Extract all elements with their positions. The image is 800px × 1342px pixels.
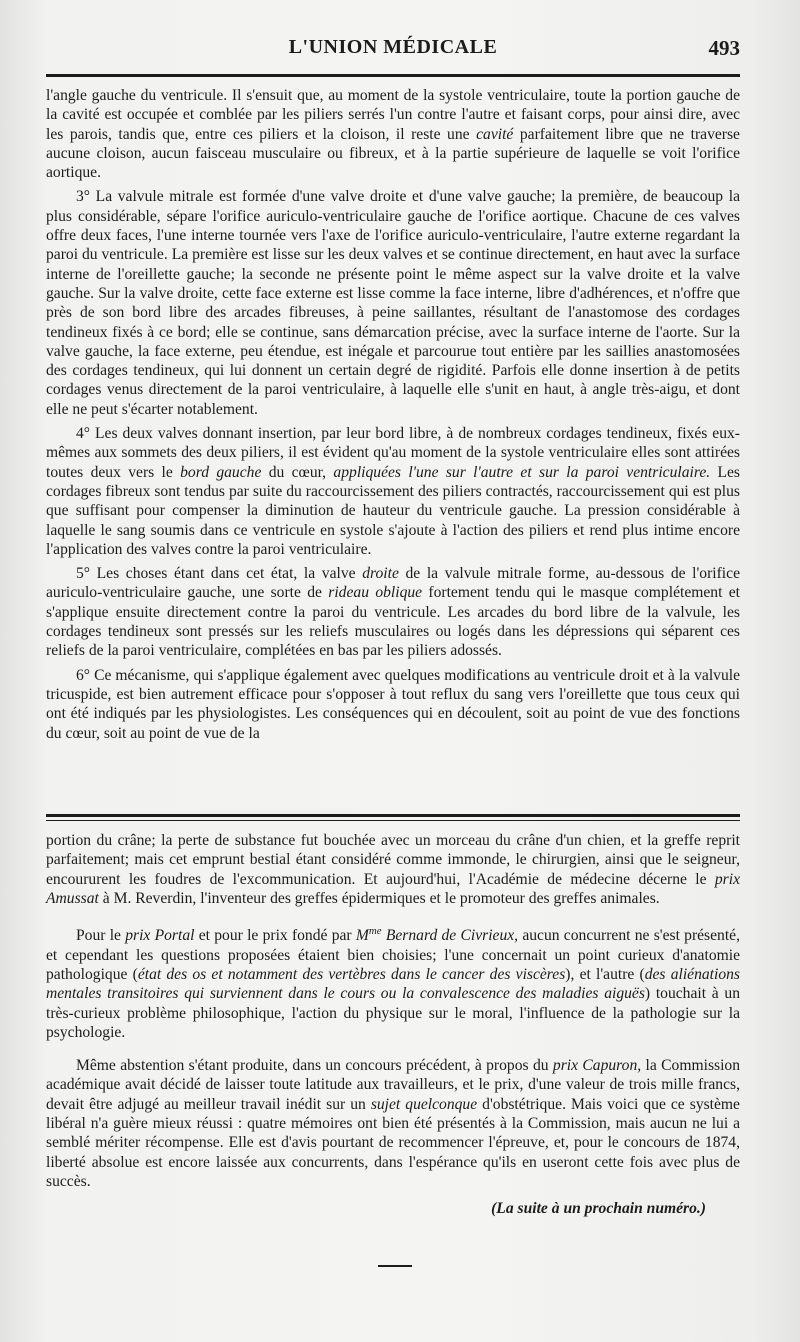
text-run: ) touchait à un très-curieux problème philosophique, l'action du physique sur le moral, l'influence de la pathologie sur la psychologie. <box>46 985 740 1041</box>
text-run: portion du crâne; la perte de substance fut bouchée avec un morceau du crâne d'un chien, et la greffe reprit parfaitement; mais cet emprunt bestial étant considéré comme immonde, le chirurgien, ainsi que le seigneur, encoururent les foudres de l'excommunication. Et aujourd'hui, l'Académie de médecine décerne le <box>46 832 740 888</box>
text-run: l'angle gauche du ventricule. Il s'ensuit que, au moment de la systole ventriculaire, toute la portion gauche de la cavité est occupée et comblée par les piliers serrés l'un contre l'autre et faisant corps, pour ainsi dire, avec les parois, tandis que, entre ces piliers et la cloison, il reste une <box>46 87 740 143</box>
text-run: la Commission académique avait décidé de laisser toute latitude aux travailleurs, et le prix, d'une valeur de trois mille francs, devait être adjugé au meilleur travail inédit sur un <box>46 1057 741 1113</box>
main-article-text <box>46 86 740 743</box>
text-run: 3° La valvule mitrale est formée d'une valve droite et d'une valve gauche; la première, de beaucoup la plus considérable, sépare l'orifice auriculo-ventriculaire gauche de l'orifice aortique. Chacune de ces valves offre deux faces, l'une interne tournée vers l'axe de l'orifice auriculo-ventriculaire, l'autre externe regardant la paroi du ventricule. La première est lisse sur les deux valves et se continue directement, en haut avec la surface interne de l'oreillette gauche; la seconde ne présente point le même aspect sur la valve droite et la valve gauche. Sur la valve droite, cette face externe est lisse comme la face interne, libre d'adhérences, et n'offre que près de son bord libre des arcades fibreuses, à peine saillantes, résultant de l'anastomose des cordages tendineux fixés à ce bord; elle se continue, sans démarcation précise, avec la surface interne de l'aorte. Sur la valve gauche, la face externe, peu étendue, est inégale et parcourue tout entière par les saillies anastomosées des cordages tendineux, qui lui donnent un certain degré de rigidité. Parfois elle donne insertion à de petits cordages venus directement de la paroi ventriculaire, à laquelle elle s'unit en haut, à angle très-aigu, et dont elle ne peut s'écarter notablement. <box>46 188 740 418</box>
italic-text: sujet quelconque <box>370 1095 478 1113</box>
feuilleton-text <box>46 831 740 1219</box>
paragraph <box>46 564 740 660</box>
text-run: Pour le <box>76 927 126 945</box>
italic-text: Bernard de Civrieux, <box>381 927 519 945</box>
header-rule <box>46 74 740 77</box>
end-mark <box>378 1265 412 1267</box>
text-run: et pour le prix fondé par <box>194 927 356 945</box>
italic-text: appliquées l'une sur l'autre et sur la paroi ventriculaire. <box>333 463 711 481</box>
text-run: 5° Les choses étant dans cet état, la valve <box>76 565 363 583</box>
page-number: 493 <box>708 36 740 60</box>
italic-text: prix Amussat <box>46 870 740 907</box>
text-run: Même abstention s'étant produite, dans un concours précédent, à propos du <box>76 1057 553 1075</box>
italic-text: état des os et notamment des vertèbres dans le cancer des viscères <box>137 965 566 983</box>
italic-text: des aliénations mentales transitoires qui surviennent dans le cours ou la convalescence des maladies aiguës <box>46 965 740 1003</box>
italic-text: prix Capuron, <box>552 1057 642 1075</box>
paragraph <box>46 424 740 559</box>
italic-text: cavité <box>476 125 514 143</box>
paragraph <box>46 1056 740 1191</box>
text-run: parfaitement libre que ne traverse aucune cloison, aucun faisceau musculaire ou fibreux, et à la partie supérieure de laquelle se voit l'orifice aortique. <box>46 125 740 182</box>
paragraph <box>46 666 740 743</box>
text-run: fortement tendu qui le masque complétement et s'applique ensuite directement contre la paroi du ventricule. Les arcades du bord libre de la valvule, les cordages tendineux sont pressés sur les reliefs musculaires ou logés dans les dépressions qui séparent ces reliefs de la paroi ventriculaire, complétées en bas par les piliers adossés. <box>46 584 740 660</box>
italic-text: me <box>368 925 382 938</box>
text-run: aucun concurrent ne s'est présenté, et cependant les questions proposées étaient bien choisies; l'une concernait un point curieux d'anatomie pathologique ( <box>46 927 741 983</box>
text-run: ), et l'autre ( <box>565 965 645 983</box>
text-run: du cœur, <box>261 463 334 481</box>
italic-text: rideau oblique <box>328 584 423 602</box>
text-run: Les cordages fibreux sont tendus par suite du raccourcissement des piliers contractés, raccourcissement qui est plus que suffisant pour compenser la diminution de hauteur du ventricule gauche. La pression considérable à laquelle le sang soumis dans ce ventricule en systole s'ajoute à l'action des piliers et rend plus intime encore l'application des valves contre la paroi ventriculaire. <box>46 463 741 558</box>
section-divider-thick <box>46 814 740 817</box>
text-run: d'obstétrique. Mais voici que ce système libéral n'a guère mieux réussi : quatre mémoires ont bien été présentés à la Commission, mais aucun ne lui a semblé mériter récompense. Elle est d'avis pourtant de recommencer l'épreuve, et, pour le concours de 1874, liberté absolue est encore laissée aux concurrents, dans l'espérance qu'ils en useront cette fois avec plus de succès. <box>46 1095 740 1190</box>
italic-text: M <box>355 927 369 945</box>
text-run: 6° Ce mécanisme, qui s'applique également avec quelques modifications au ventricule droit et à la valvule tricuspide, est bien autrement efficace pour s'opposer à tout reflux du sang vers l'oreillette que tous ceux qui ont été indiqués par les physiologistes. Les conséquences qui en découlent, soit au point de vue des fonctions du cœur, soit au point de vue de la <box>46 666 740 742</box>
paragraph <box>46 922 740 1042</box>
italic-text: bord gauche <box>180 463 262 481</box>
italic-text: droite <box>362 565 399 583</box>
paragraph <box>46 86 740 182</box>
continuation-note: (La suite à un prochain numéro.) <box>491 1200 706 1218</box>
page-header <box>46 36 740 72</box>
section-divider-thin <box>46 820 740 821</box>
text-run: de la valvule mitrale forme, au-dessous de l'orifice auriculo-ventriculaire gauche, une sorte de <box>46 565 740 602</box>
italic-text: prix Portal <box>125 927 195 945</box>
paragraph <box>46 831 740 908</box>
text-run: à M. Reverdin, l'inventeur des greffes épidermiques et le promoteur des greffes animales. <box>98 889 660 907</box>
paragraph <box>46 187 740 419</box>
running-title: L'UNION MÉDICALE <box>288 36 498 58</box>
text-run: 4° Les deux valves donnant insertion, par leur bord libre, à de nombreux cordages tendineux, fixés eux-mêmes aux sommets des deux piliers, il est évident qu'au moment de la systole ventriculaire elles sont attirées toutes deux vers le <box>46 425 740 481</box>
